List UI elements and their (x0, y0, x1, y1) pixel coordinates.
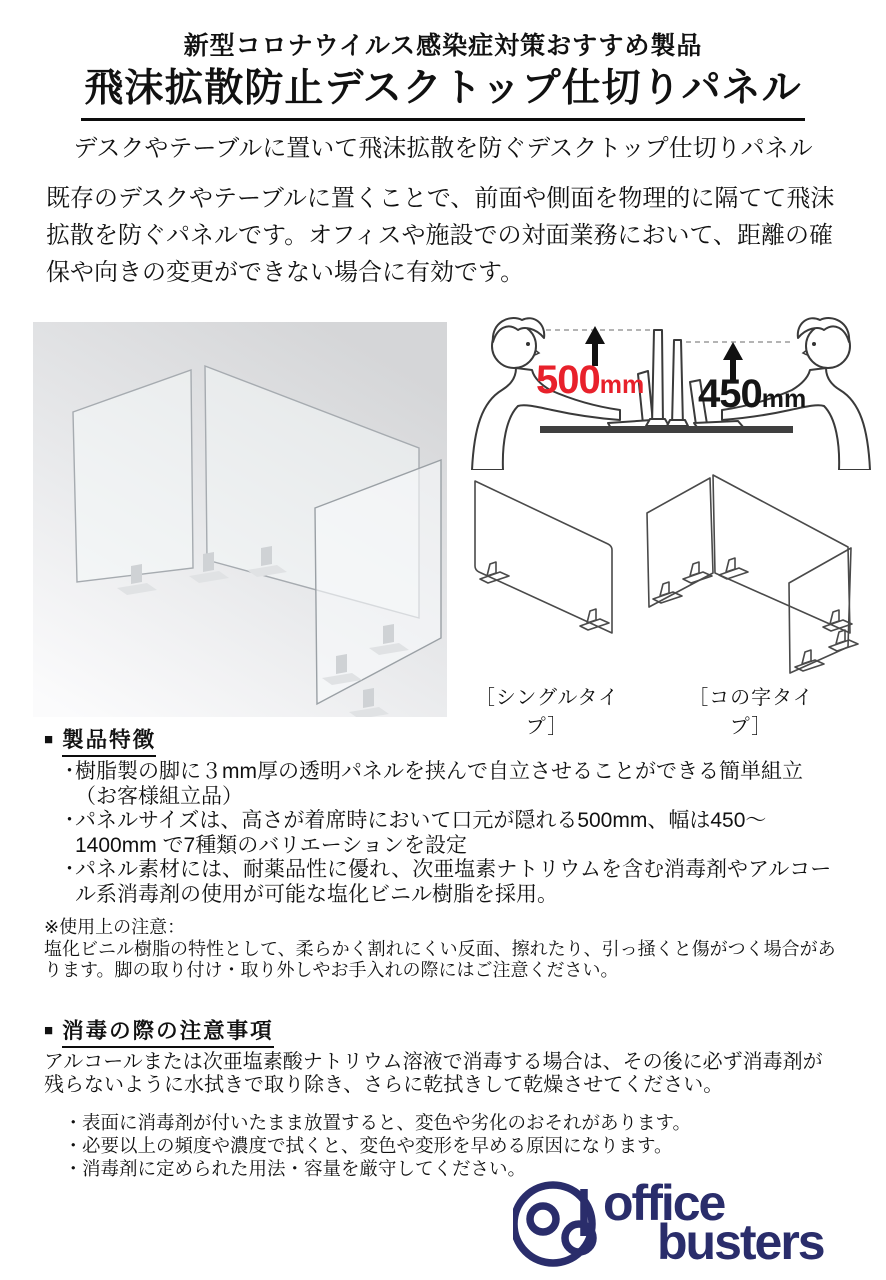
height-unit-left: mm (599, 371, 645, 399)
desk (540, 426, 793, 433)
square-marker-icon: ■ (44, 731, 54, 748)
disinfection-note-text: 消毒剤に定められた用法・容量を厳守してください。 (82, 1158, 527, 1179)
logo-word-office: office (603, 1175, 725, 1231)
features-list (44, 760, 844, 907)
disinfection-heading-row (44, 1018, 844, 1048)
logo-word-busters: busters (657, 1214, 824, 1270)
feature-item-text: パネルサイズは、高さが着席時において口元が隠れる500mm、幅は450～1400mm で7種類のバリエーションを設定 (75, 809, 767, 857)
u-shape-drawing (640, 472, 862, 677)
feature-item-text: 樹脂製の脚に３mm厚の透明パネルを挟んで自立させることができる簡単組立（お客様組立品） (75, 760, 803, 808)
product-photo-illustration (33, 322, 447, 717)
feature-item (44, 809, 844, 858)
bullet-icon: ・ (60, 810, 80, 831)
feature-item (44, 858, 844, 907)
partition-panel-tall (652, 330, 663, 426)
bullet-icon: ・ (64, 1135, 83, 1156)
panel-foot (646, 419, 669, 426)
usage-note-title: ※使用上の注意： (44, 917, 186, 937)
disinfection-section (44, 1018, 844, 1097)
disinfection-note-item (64, 1111, 804, 1134)
disinfection-notes-list (64, 1111, 804, 1180)
disinfection-body: アルコールまたは次亜塩素酸ナトリウム溶液で消毒する場合は、その後に必ず消毒剤が残らないように水拭きで取り除き、さらに乾拭きして乾燥させてください。 (44, 1051, 823, 1096)
height-value-left: 500 (536, 358, 600, 402)
caption-u-shape-type: ［コの字タイプ］ (688, 687, 814, 738)
feature-item-text: パネル素材には、耐薬品性に優れ、次亜塩素ナトリウムを含む消毒剤やアルコール系消毒剤の使用が可能な塩化ビニル樹脂を採用。 (75, 858, 832, 906)
caption-single-type: ［シングルタイプ］ (474, 687, 620, 738)
usage-note-section (44, 917, 844, 981)
title-line (0, 57, 886, 121)
disinfection-heading: 消毒の際の注意事項 (62, 1018, 274, 1048)
page-title: 飛沫拡散防止デスクトップ仕切りパネル (81, 57, 804, 121)
features-section (44, 727, 844, 907)
partition-panel-short (672, 340, 683, 426)
square-marker-icon: ■ (44, 1022, 54, 1039)
officebusters-logo-mark-icon (513, 1179, 603, 1273)
height-unit-right: mm (761, 385, 807, 413)
kicker: 新型コロナウイルス感染症対策おすすめ製品 (183, 32, 703, 60)
panel-foot (829, 630, 858, 651)
officebusters-logo (513, 1177, 885, 1277)
subtitle: デスクやテーブルに置いて飛沫拡散を防ぐデスクトップ仕切りパネル (73, 135, 813, 162)
features-heading: 製品特徴 (62, 727, 156, 757)
intro-paragraph: 既存のデスクやテーブルに置くことで、前面や側面を物理的に隔てて飛沫拡散を防ぐパネルです。オフィスや施設での対面業務において、距離の確保や向きの変更ができない場合に有効です。 (46, 185, 835, 286)
single-type-drawing (465, 475, 625, 650)
panel-foot (667, 420, 688, 426)
disinfection-note-text: 表面に消毒剤が付いたまま放置すると、変色や劣化のおそれがあります。 (82, 1112, 692, 1133)
feature-item (44, 760, 844, 809)
features-heading-row (44, 727, 844, 757)
bullet-icon: ・ (64, 1158, 83, 1179)
usage-note-body: 塩化ビニル樹脂の特性として、柔らかく割れにくい反面、擦れたり、引っ掻くと傷がつく場合があります。脚の取り付け・取り外しやお手入れの際にはご注意ください。 (44, 939, 836, 980)
height-diagram-illustration (462, 310, 880, 470)
disinfection-note-item (64, 1134, 804, 1157)
disinfection-note-text: 必要以上の頻度や濃度で拭くと、変色や変形を早める原因になります。 (82, 1135, 673, 1156)
height-label-left (536, 358, 644, 403)
product-photo-image (33, 322, 447, 717)
height-diagram (462, 310, 880, 470)
bullet-icon: ・ (64, 1112, 83, 1133)
panel-foot (683, 562, 712, 583)
bullet-icon: ・ (60, 761, 80, 782)
height-value-right: 450 (698, 372, 762, 416)
bullet-icon: ・ (60, 859, 80, 880)
height-label-right (698, 372, 806, 417)
